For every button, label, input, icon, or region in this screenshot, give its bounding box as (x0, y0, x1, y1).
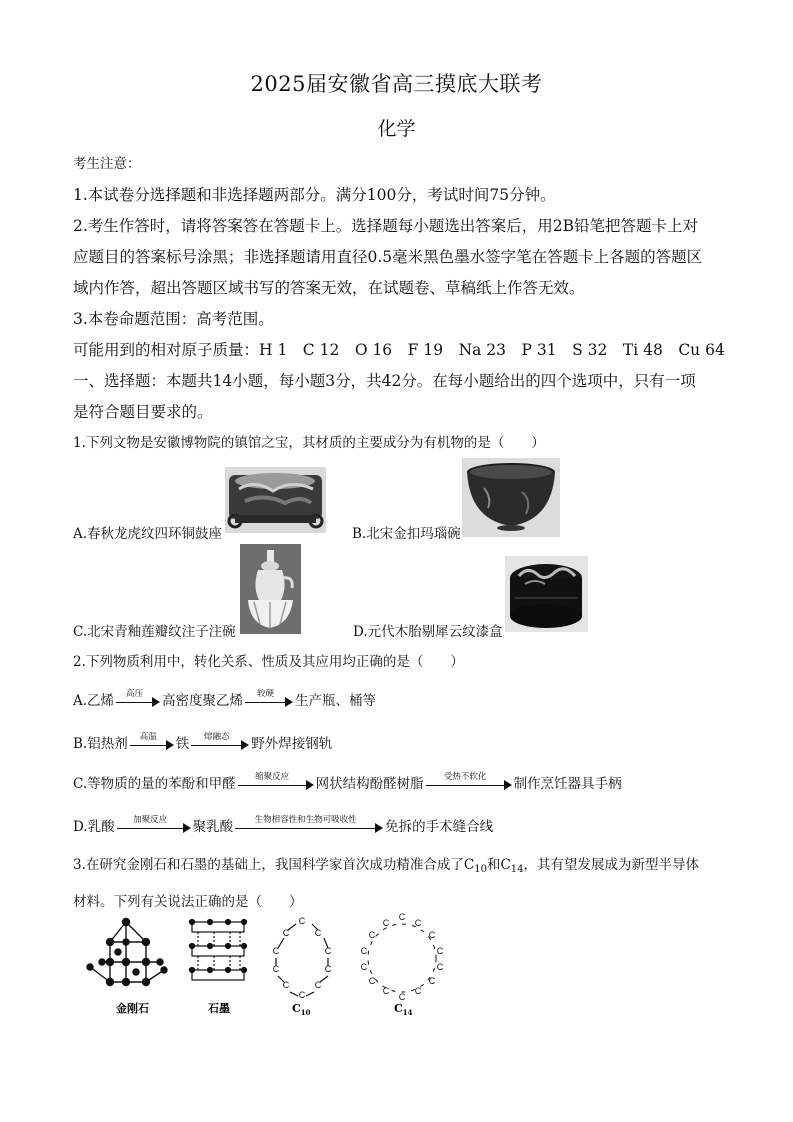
svg-text:C: C (360, 946, 368, 956)
svg-text:C: C (398, 992, 406, 1002)
svg-text:C: C (314, 980, 322, 990)
q3-stem-part: 3.在研究金刚石和石墨的基础上，我国科学家首次成功精准合成了C (73, 857, 475, 873)
reaction-arrow-icon (245, 688, 293, 709)
svg-text:C: C (282, 980, 290, 990)
q1-option-b: B.北宋金扣玛瑙碗 (352, 526, 461, 542)
q2-option-b (73, 732, 332, 752)
q2c-reactant: C.等物质的量的苯酚和甲醛 (73, 776, 236, 792)
celadon-ewer-photo (240, 544, 301, 634)
diamond-structure-icon (87, 919, 167, 986)
q2a-reactant: A.乙烯 (73, 693, 115, 709)
svg-text:C: C (382, 918, 390, 928)
q2-stem: 2.下列物质利用中，转化关系、性质及其应用均正确的是（ ） (73, 654, 464, 670)
svg-text:C: C (414, 986, 422, 996)
q3-subscript: 10 (474, 864, 487, 875)
reaction-arrow-icon (235, 814, 383, 835)
lacquer-box-photo (505, 556, 588, 632)
notice-heading: 考生注意： (73, 156, 141, 172)
section-intro-a: 一、选择题：本题共14小题，每小题3分，共42分。在每小题给出的四个选项中，只有一项 (73, 372, 696, 390)
reaction-arrow-icon (191, 731, 249, 752)
diamond-label: 金刚石 (116, 1002, 149, 1015)
q2b-use: 野外焊接钢轨 (251, 736, 333, 752)
q1-stem: 1.下列文物是安徽博物院的镇馆之宝，其材质的主要成分为有机物的是（ ） (73, 435, 545, 451)
arrow-condition: 高温 (139, 731, 157, 742)
carbon-allotropes-figure (80, 912, 460, 1016)
q2d-use: 免拆的手术缝合线 (385, 819, 494, 835)
svg-text:C: C (428, 976, 436, 986)
svg-text:C: C (324, 964, 332, 974)
svg-text:C: C (368, 930, 376, 940)
q1-option-d: D.元代木胎剔犀云纹漆盒 (353, 624, 503, 640)
arrow-condition: 高压 (126, 688, 144, 699)
reaction-arrow-icon (117, 814, 191, 835)
atomic-mass-line: 可能用到的相对原子质量：H 1 C 12 O 16 F 19 Na 23 P 31 S 32 Ti 48 Cu 64 (73, 341, 725, 359)
graphite-label: 石墨 (208, 1002, 230, 1015)
notice-item-2b: 应题目的答案标号涂黑；非选择题请用直径0.5毫米黑色墨水签字笔在答题卡上各题的答题区 (73, 248, 703, 266)
svg-text:C: C (436, 946, 444, 956)
notice-item-3: 3.本卷命题范围：高考范围。 (73, 310, 274, 328)
q3-subscript: 14 (510, 864, 524, 875)
q2-option-a (73, 689, 376, 709)
arrow-condition: 受热不软化 (443, 771, 487, 782)
q2d-reactant: D.乳酸 (73, 819, 115, 835)
svg-text:C: C (298, 916, 306, 926)
q2b-reactant: B.铝热剂 (73, 736, 128, 752)
svg-text:C: C (282, 928, 290, 938)
arrow-condition: 较硬 (257, 688, 275, 699)
svg-text:C: C (298, 990, 306, 1000)
reaction-arrow-icon (238, 771, 314, 792)
c10-ring-icon (273, 916, 332, 1000)
notice-item-1: 1.本试卷分选择题和非选择题两部分。满分100分，考试时间75分钟。 (73, 186, 556, 204)
arrow-condition: 缩聚反应 (255, 771, 290, 782)
q3-stem-part: 和C (486, 857, 511, 873)
q2-option-d (73, 815, 493, 835)
reaction-arrow-icon (130, 731, 174, 752)
agate-bowl-photo (462, 458, 560, 537)
bronze-drum-base-photo (225, 467, 326, 533)
q2b-product: 铁 (175, 736, 190, 752)
svg-text:C: C (428, 930, 436, 940)
reaction-arrow-icon (426, 771, 512, 792)
q2c-use: 制作烹饪器具手柄 (513, 776, 622, 792)
svg-text:C: C (368, 976, 376, 986)
svg-text:C: C (436, 962, 444, 972)
graphite-structure-icon (190, 920, 247, 981)
q3-stem-line-2: 材料。下列有关说法正确的是（ ） (73, 894, 303, 910)
svg-text:C: C (272, 964, 280, 974)
carbon-structures-svg (80, 912, 460, 1016)
q2-option-c (73, 772, 622, 792)
subject-title: 化学 (377, 118, 416, 140)
notice-item-2c: 域内作答，超出答题区域书写的答案无效，在试题卷、草稿纸上作答无效。 (73, 279, 585, 297)
svg-text:C: C (382, 986, 390, 996)
exam-title: 2025届安徽省高三摸底大联考 (250, 72, 543, 96)
notice-item-2a: 2.考生作答时，请将答案答在答题卡上。选择题每小题选出答案后，用2B铅笔把答题卡上对 (73, 217, 699, 235)
q3-stem-line-1 (73, 853, 699, 875)
svg-text:C: C (314, 928, 322, 938)
q2d-product: 聚乳酸 (192, 819, 234, 835)
section-intro-b: 是符合题目要求的。 (73, 403, 213, 421)
arrow-condition: 加聚反应 (133, 814, 168, 825)
arrow-condition: 熔融态 (203, 731, 230, 742)
arrow-condition: 生物相容性和生物可吸收性 (254, 814, 357, 825)
q2c-product: 网状结构酚醛树脂 (315, 776, 424, 792)
q3-stem-part: ，其有望发展成为新型半导体 (523, 857, 700, 873)
c14-label: $C_{14}$ (394, 1002, 413, 1016)
svg-text:C: C (398, 912, 406, 922)
svg-text:C: C (324, 946, 332, 956)
q1-option-c: C.北宋青釉莲瓣纹注子注碗 (73, 624, 236, 640)
c10-label: $C_{10}$ (292, 1002, 311, 1016)
reaction-arrow-icon (116, 688, 160, 709)
svg-text:C: C (414, 918, 422, 928)
q2a-product: 高密度聚乙烯 (162, 693, 244, 709)
q2a-use: 生产瓶、桶等 (295, 693, 377, 709)
svg-text:C: C (272, 946, 280, 956)
q1-option-a: A.春秋龙虎纹四环铜鼓座 (73, 526, 223, 542)
c14-ring-icon (361, 912, 444, 1002)
svg-text:C: C (360, 962, 368, 972)
